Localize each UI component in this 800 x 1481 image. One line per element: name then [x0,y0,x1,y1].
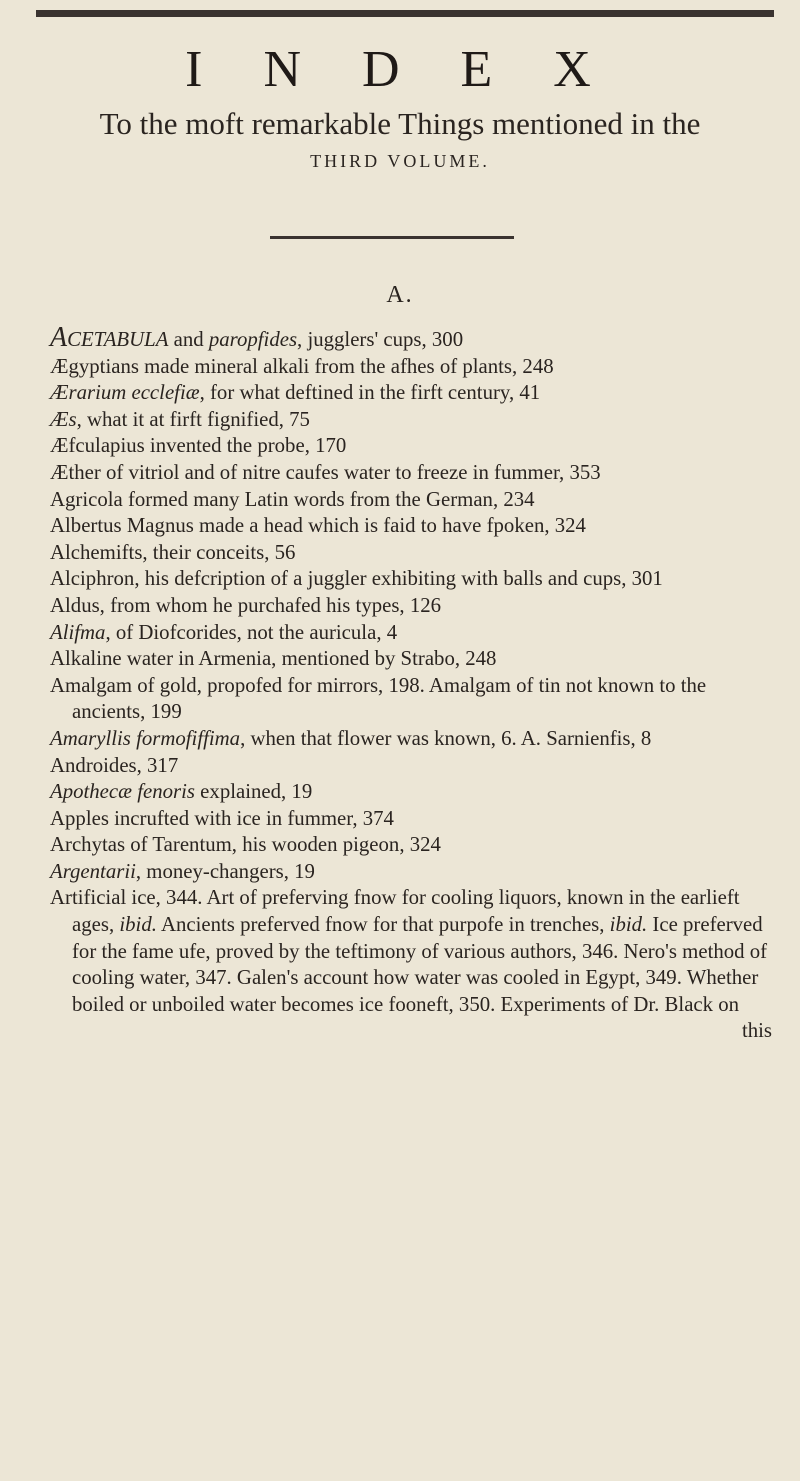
index-entry: Androides, 317 [50,753,179,777]
index-entry: Archytas of Tarentum, his wooden pigeon, 324 [50,833,441,857]
index-entry: Argentarii, money-changers, 19 [50,859,315,883]
section-divider [270,236,514,239]
index-entry: Amaryllis formofiffima, when that flower was known, 6. A. Sarnienfis, 8 [50,726,652,750]
page-title: I N D E X [185,41,615,98]
index-entries [50,324,782,1045]
index-entry: Agricola formed many Latin words from the German, 234 [50,487,535,511]
index-entry: Artificial ice, 344. Art of preferving fnow for cooling liquors, known in the earlieft ages, ibid. Ancients preferved fnow for that purpofe in trenches, ibid. Ice preferved for the fame ufe, proved by the teftimony of various authors, 346. Nero's method of cooling water, 347. Galen's account how water was cooled in Egypt, 349. Whether boiled or unboiled water becomes ice fooneft, 350. Experiments of Dr. Black on [50,886,768,1016]
index-entry: Æther of vitriol and of nitre caufes water to freeze in fummer, 353 [50,460,601,484]
top-rule [36,10,774,17]
index-entry: Alkaline water in Armenia, mentioned by Strabo, 248 [50,647,497,671]
index-entry: Æfculapius invented the probe, 170 [50,434,347,458]
index-entry: Apples incrufted with ice in fummer, 374 [50,806,394,830]
volume-label: THIRD VOLUME. [310,151,490,171]
index-entry: Alifma, of Diofcorides, not the auricula, 4 [50,620,398,644]
index-entry: Ærarium ecclefiæ, for what deftined in the firft century, 41 [50,381,541,405]
catchword: this [741,1019,772,1043]
index-entry: Albertus Magnus made a head which is faid to have fpoken, 324 [50,514,586,538]
index-entry: Amalgam of gold, propofed for mirrors, 198. Amalgam of tin not known to the ancients, 199 [50,673,707,724]
index-entry: Ægyptians made mineral alkali from the afhes of plants, 248 [50,354,554,378]
index-entry: Apothecæ fenoris explained, 19 [50,780,313,804]
index-entry: ACETABULA and paropfides, jugglers' cups, 300 [50,322,464,353]
section-letter: A. [386,282,414,308]
index-entry: Alciphron, his defcription of a juggler exhibiting with balls and cups, 301 [50,567,663,591]
index-entry: Aldus, from whom he purchafed his types, 126 [50,593,442,617]
index-entry: Æs, what it at firft fignified, 75 [50,407,310,431]
index-entry: Alchemifts, their conceits, 56 [50,540,296,564]
page-subtitle: To the moft remarkable Things mentioned in the [99,106,701,141]
